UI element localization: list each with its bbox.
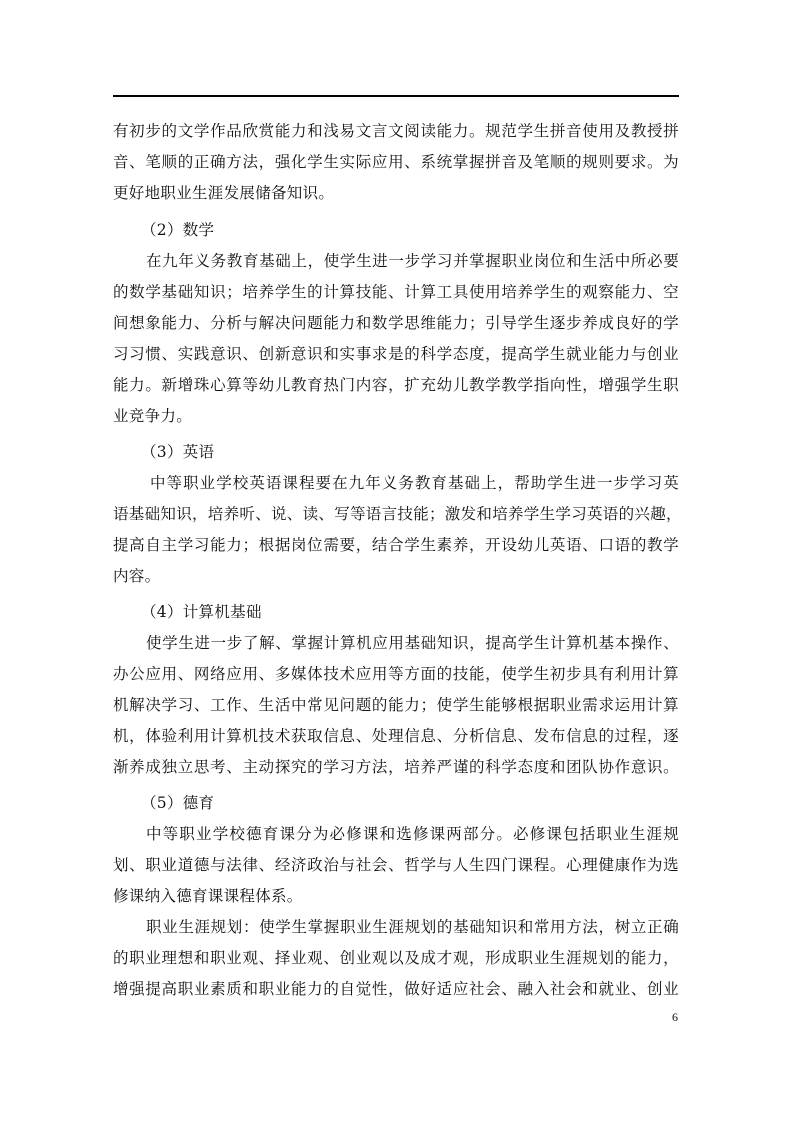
body-text-line: 音、笔顺的正确方法，强化学生实际应用、系统掌握拼音及笔顺的规则要求。为 — [113, 153, 679, 171]
body-text-line: 划、职业道德与法律、经济政治与社会、哲学与人生四门课程。心理健康作为选 — [113, 856, 679, 874]
body-text-line: 的数学基础知识；培养学生的计算技能、计算工具使用培养学生的观察能力、空 — [113, 283, 679, 301]
body-text-line: 机，体验利用计算机技术获取信息、处理信息、分析信息、发布信息的过程，逐 — [113, 727, 679, 745]
body-text-line: 语基础知识，培养听、说、读、写等语言技能；激发和培养学生学习英语的兴趣， — [113, 505, 682, 523]
body-text-line: 渐养成独立思考、主动探究的学习方法，培养严谨的科学态度和团队协作意识。 — [113, 758, 679, 776]
body-text-line: 机解决学习、工作、生活中常见问题的能力；使学生能够根据职业需求运用计算 — [113, 696, 679, 714]
body-text-line: 中等职业学校英语课程要在九年义务教育基础上，帮助学生进一步学习英 — [150, 474, 679, 492]
body-text-line: 内容。 — [113, 567, 161, 585]
section-heading-english: （3）英语 — [141, 443, 215, 461]
body-text-line: 增强提高职业素质和职业能力的自觉性，做好适应社会、融入社会和就业、创业 — [113, 980, 679, 998]
header-rule — [113, 95, 679, 97]
section-heading-math: （2）数学 — [141, 221, 215, 239]
body-text-line: 在九年义务教育基础上，使学生进一步学习并掌握职业岗位和生活中所必要 — [146, 252, 679, 270]
body-text-line: 间想象能力、分析与解决问题能力和数学思维能力；引导学生逐步养成良好的学 — [113, 314, 679, 332]
body-text-line: 能力。新增珠心算等幼儿教育热门内容，扩充幼儿教学教学指向性，增强学生职 — [113, 376, 679, 394]
body-text-line: 中等职业学校德育课分为必修课和选修课两部分。必修课包括职业生涯规 — [146, 825, 679, 843]
page-number: 6 — [672, 1010, 678, 1024]
body-text-line: 业竞争力。 — [113, 407, 193, 425]
body-text-line: 提高自主学习能力；根据岗位需要，结合学生素养，开设幼儿英语、口语的教学 — [113, 536, 679, 554]
body-text-line: 的职业理想和职业观、择业观、创业观以及成才观，形成职业生涯规划的能力， — [113, 949, 679, 967]
body-text-line: 使学生进一步了解、掌握计算机应用基础知识，提高学生计算机基本操作、 — [146, 634, 679, 652]
body-text-line: 习习惯、实践意识、创新意识和实事求是的科学态度，提高学生就业能力与创业 — [113, 345, 679, 363]
body-text-line: 有初步的文学作品欣赏能力和浅易文言文阅读能力。规范学生拼音使用及教授拼 — [113, 122, 679, 140]
section-heading-moral: （5）德育 — [141, 794, 215, 812]
body-text-line: 办公应用、网络应用、多媒体技术应用等方面的技能，使学生初步具有利用计算 — [113, 665, 679, 683]
body-text-line: 更好地职业生涯发展储备知识。 — [113, 184, 335, 202]
section-heading-computer: （4）计算机基础 — [141, 603, 262, 621]
body-text-line: 职业生涯规划：使学生掌握职业生涯规划的基础知识和常用方法，树立正确 — [146, 918, 679, 936]
body-text-line: 修课纳入德育课课程体系。 — [113, 887, 303, 905]
